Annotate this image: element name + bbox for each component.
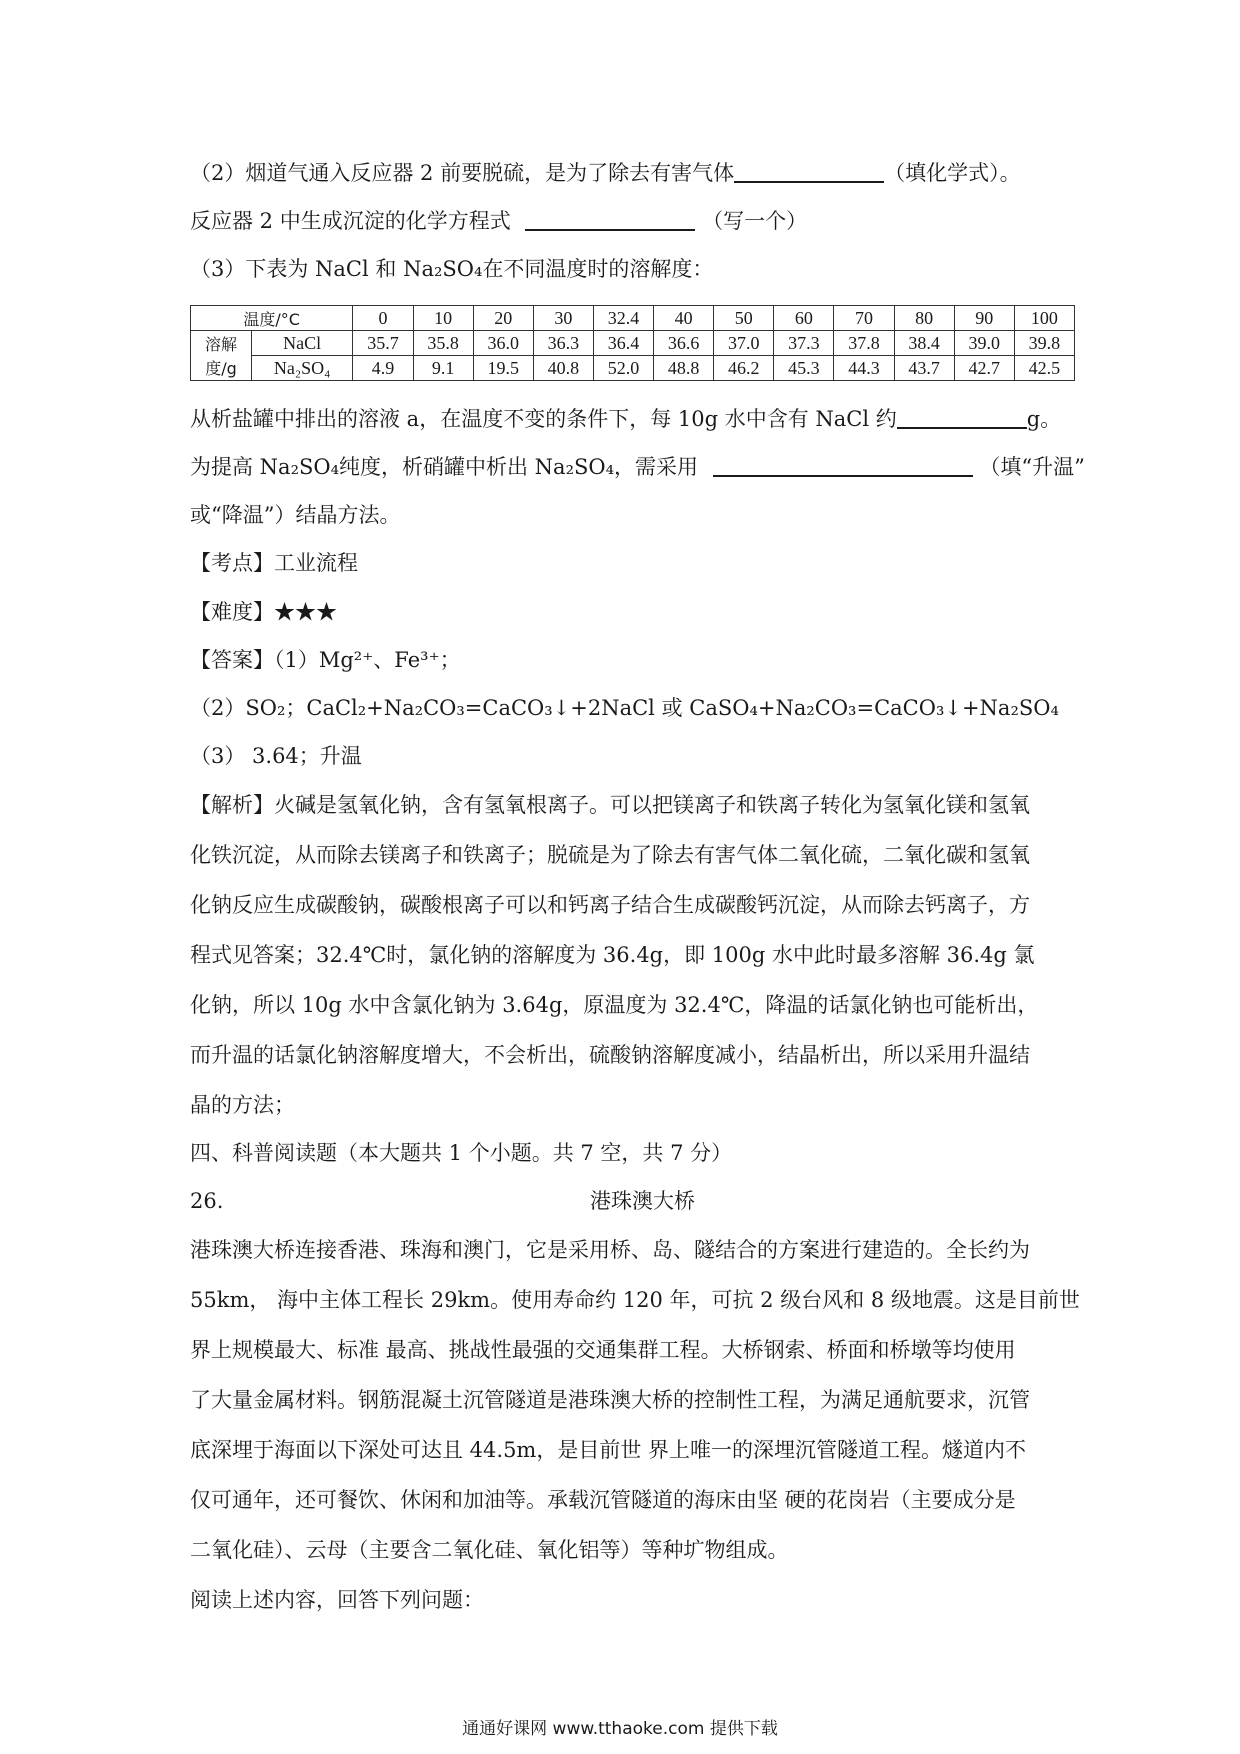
- nacl-cell: 37.8: [834, 331, 894, 356]
- solubility-label-top: 溶解: [191, 331, 252, 356]
- temp-cell: 20: [473, 306, 533, 331]
- difficulty-stars: ★★★: [274, 600, 337, 624]
- nacl-cell: 36.0: [473, 331, 533, 356]
- q3-line-c: 或“降温”）结晶方法。: [190, 503, 401, 527]
- analysis-line: 晶的方法；: [190, 1093, 295, 1117]
- nacl-label: NaCl: [251, 331, 352, 356]
- article-line: 55km， 海中主体工程长 29km。使用寿命约 120 年，可抗 2 级台风和 8 级地震。这是目前世: [190, 1288, 1080, 1312]
- page-footer: 通通好课网 www.tthaoke.com 提供下载: [462, 1719, 778, 1739]
- q3-line-a: 从析盐罐中排出的溶液 a，在温度不变的条件下，每 10g 水中含有 NaCl 约 g。: [190, 407, 1062, 431]
- na2so4-cell: 4.9: [353, 356, 413, 381]
- nacl-cell: 39.8: [1014, 331, 1074, 356]
- answer-2: （2）SO₂；CaCl₂+Na₂CO₃=CaCO₃↓+2NaCl 或 CaSO₄+Na₂CO₃=CaCO₃↓+Na₂SO₄: [190, 696, 1059, 720]
- question-number: 26.: [190, 1189, 224, 1213]
- analysis-line: 化铁沉淀，从而除去镁离子和铁离子；脱硫是为了除去有害气体二氧化硫，二氧化碳和氢氧: [190, 843, 1030, 867]
- na2so4-cell: 48.8: [654, 356, 714, 381]
- article-line: 仅可通年，还可餐饮、休闲和加油等。承载沉管隧道的海床由坚 硬的花岗岩（主要成分是: [190, 1488, 1016, 1512]
- reading-prompt: 阅读上述内容，回答下列问题：: [190, 1588, 484, 1612]
- nacl-cell: 36.4: [593, 331, 653, 356]
- nacl-cell: 37.0: [714, 331, 774, 356]
- na2so4-cell: 52.0: [593, 356, 653, 381]
- temp-cell: 40: [654, 306, 714, 331]
- na2so4-cell: 46.2: [714, 356, 774, 381]
- nacl-cell: 38.4: [894, 331, 954, 356]
- q2-line1: （2）烟道气通入反应器 2 前要脱硫，是为了除去有害气体 （填化学式）。: [190, 161, 1021, 185]
- temp-cell: 90: [954, 306, 1014, 331]
- temp-cell: 60: [774, 306, 834, 331]
- article-line: 底深埋于海面以下深处可达且 44.5m，是目前世 界上唯一的深埋沉管隧道工程。燧道内不: [190, 1438, 1027, 1462]
- temp-cell: 30: [533, 306, 593, 331]
- table-header-row: [191, 306, 1075, 331]
- article-line: 了大量金属材料。钢筋混凝土沉管隧道是港珠澳大桥的控制性工程，为满足通航要求，沉管: [190, 1388, 1030, 1412]
- article-line: 港珠澳大桥连接香港、珠海和澳门，它是采用桥、岛、隧结合的方案进行建造的。全长约为: [190, 1238, 1030, 1262]
- question-26-header: [190, 1186, 1050, 1216]
- na2so4-cell: 42.7: [954, 356, 1014, 381]
- nacl-row: [191, 331, 1075, 356]
- analysis-line: 程式见答案；32.4℃时，氯化钠的溶解度为 36.4g，即 100g 水中此时最多溶解 36.4g 氯: [190, 943, 1035, 967]
- article-title: 港珠澳大桥: [590, 1189, 695, 1213]
- na2so4-cell: 42.5: [1014, 356, 1074, 381]
- na2so4-cell: 9.1: [413, 356, 473, 381]
- na2so4-cell: 43.7: [894, 356, 954, 381]
- temp-cell: 32.4: [593, 306, 653, 331]
- answer-1: 【答案】（1）Mg²⁺、Fe³⁺；: [190, 648, 461, 672]
- solubility-table: [190, 305, 1075, 381]
- temp-cell: 100: [1014, 306, 1074, 331]
- nacl-cell: 36.6: [654, 331, 714, 356]
- answer-blank: [734, 159, 884, 183]
- kaodian: 【考点】工业流程: [190, 551, 358, 575]
- analysis-line: 化钠，所以 10g 水中含氯化钠为 3.64g，原温度为 32.4℃，降温的话氯化钠也可能析出，: [190, 993, 1039, 1017]
- analysis-line: 而升温的话氯化钠溶解度增大，不会析出，硫酸钠溶解度减小，结晶析出，所以采用升温结: [190, 1043, 1030, 1067]
- temp-cell: 0: [353, 306, 413, 331]
- na2so4-label: Na₂SO₄: [251, 356, 352, 381]
- analysis-line: 化钠反应生成碳酸钠，碳酸根离子可以和钙离子结合生成碳酸钙沉淀，从而除去钙离子，方: [190, 893, 1030, 917]
- nacl-cell: 39.0: [954, 331, 1014, 356]
- section-heading: 四、科普阅读题（本大题共 1 个小题。共 7 空，共 7 分）: [190, 1141, 733, 1165]
- q3-intro: （3）下表为 NaCl 和 Na₂SO₄在不同温度时的溶解度：: [190, 257, 714, 281]
- analysis-line: 【解析】火碱是氢氧化钠，含有氢氧根离子。可以把镁离子和铁离子转化为氢氧化镁和氢氧: [190, 793, 1030, 817]
- nacl-cell: 35.7: [353, 331, 413, 356]
- temp-cell: 50: [714, 306, 774, 331]
- na2so4-cell: 19.5: [473, 356, 533, 381]
- temp-cell: 70: [834, 306, 894, 331]
- na2so4-cell: 45.3: [774, 356, 834, 381]
- nacl-cell: 36.3: [533, 331, 593, 356]
- q3-line-b: 为提高 Na₂SO₄纯度，析硝罐中析出 Na₂SO₄，需采用 （填“升温”: [190, 455, 1085, 479]
- na2so4-row: [191, 356, 1075, 381]
- article-line: 二氧化硅）、云母（主要含二氧化硅、氧化铝等）等种圹物组成。: [190, 1538, 789, 1562]
- answer-3: （3） 3.64；升温: [190, 744, 362, 768]
- temperature-header: 温度/°C: [191, 306, 353, 331]
- nacl-cell: 37.3: [774, 331, 834, 356]
- solubility-label-bottom: 度/g: [191, 356, 252, 381]
- answer-blank: [897, 405, 1027, 429]
- q2-line2: 反应器 2 中生成沉淀的化学方程式 （写一个）: [190, 209, 808, 233]
- answer-blank: [713, 453, 973, 477]
- article-line: 界上规模最大、标准 最高、挑战性最强的交通集群工程。大桥钢索、桥面和桥墩等均使用: [190, 1338, 1016, 1362]
- na2so4-cell: 44.3: [834, 356, 894, 381]
- answer-blank: [525, 207, 695, 231]
- temp-cell: 80: [894, 306, 954, 331]
- temp-cell: 10: [413, 306, 473, 331]
- na2so4-cell: 40.8: [533, 356, 593, 381]
- difficulty: 【难度】★★★: [190, 600, 337, 624]
- nacl-cell: 35.8: [413, 331, 473, 356]
